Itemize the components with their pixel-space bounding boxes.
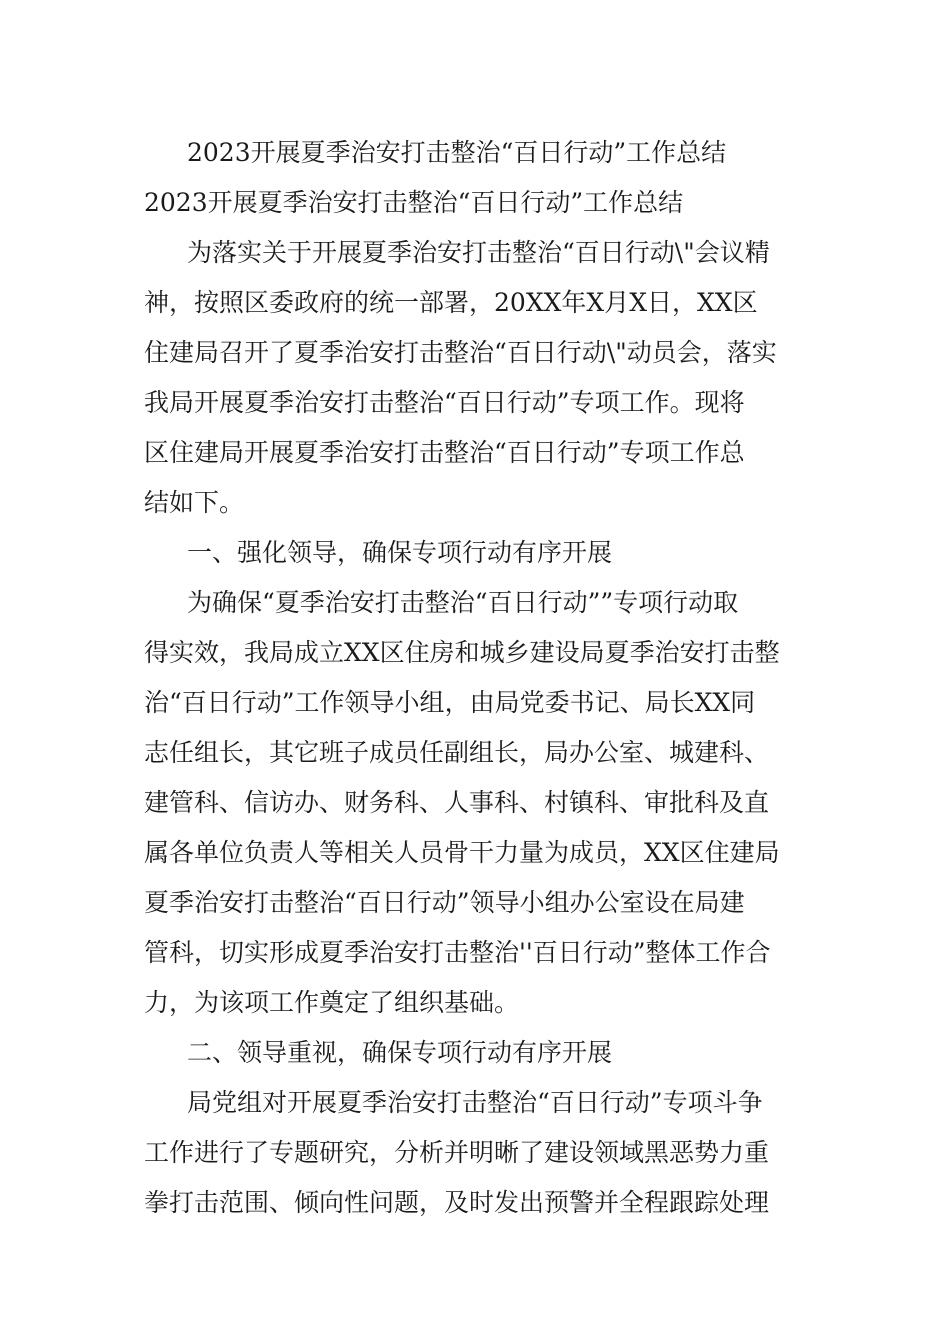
paragraph-line: 夏季治安打击整治“百日行动”领导小组办公室设在局建 (144, 888, 745, 917)
paragraph-line: 治“百日行动”工作领导小组，由局党委书记、局长XX同 (144, 688, 756, 717)
paragraph-line: 工作进行了专题研究，分析并明晰了建设领域黑恶势力重 (144, 1138, 770, 1167)
paragraph-line: 为落实关于开展夏季治安打击整治“百日行动\"会议精 (187, 238, 770, 267)
paragraph-line: 住建局召开了夏季治安打击整治“百日行动\"动员会，落实 (144, 338, 777, 367)
paragraph-line: 力，为该项工作奠定了组织基础。 (144, 988, 520, 1017)
paragraph-line: 拳打击范围、倾向性问题，及时发出预警并全程跟踪处理 (144, 1188, 770, 1217)
document-title: 2023开展夏季治安打击整治“百日行动”工作总结 (187, 138, 727, 167)
paragraph-line: 区住建局开展夏季治安打击整治“百日行动”专项工作总 (144, 438, 745, 467)
paragraph-line: 得实效，我局成立XX区住房和城乡建设局夏季治安打击整 (144, 638, 780, 667)
document-page (144, 128, 806, 1228)
paragraph-line: 神，按照区委政府的统一部署，20XX年X月X日，XX区 (144, 288, 758, 317)
section-heading: 一、强化领导，确保专项行动有序开展 (187, 538, 613, 567)
paragraph-line: 管科，切实形成夏季治安打击整治''百日行动”整体工作合 (144, 938, 771, 967)
paragraph-line: 属各单位负责人等相关人员骨干力量为成员，XX区住建局 (144, 838, 780, 867)
section-heading: 二、领导重视，确保专项行动有序开展 (187, 1038, 613, 1067)
paragraph-line: 建管科、信访办、财务科、人事科、村镇科、审批科及直 (144, 788, 770, 817)
paragraph-line: 志任组长，其它班子成员任副组长，局办公室、城建科、 (144, 738, 770, 767)
paragraph-line: 我局开展夏季治安打击整治“百日行动”专项工作。现将 (144, 388, 745, 417)
paragraph-line: 为确保“夏季治安打击整治“百日行动””专项行动取 (187, 588, 739, 617)
paragraph-line: 局党组对开展夏季治安打击整治“百日行动”专项斗争 (187, 1088, 763, 1117)
document-subtitle: 2023开展夏季治安打击整治“百日行动”工作总结 (144, 188, 684, 217)
paragraph-line: 结如下。 (144, 488, 245, 517)
